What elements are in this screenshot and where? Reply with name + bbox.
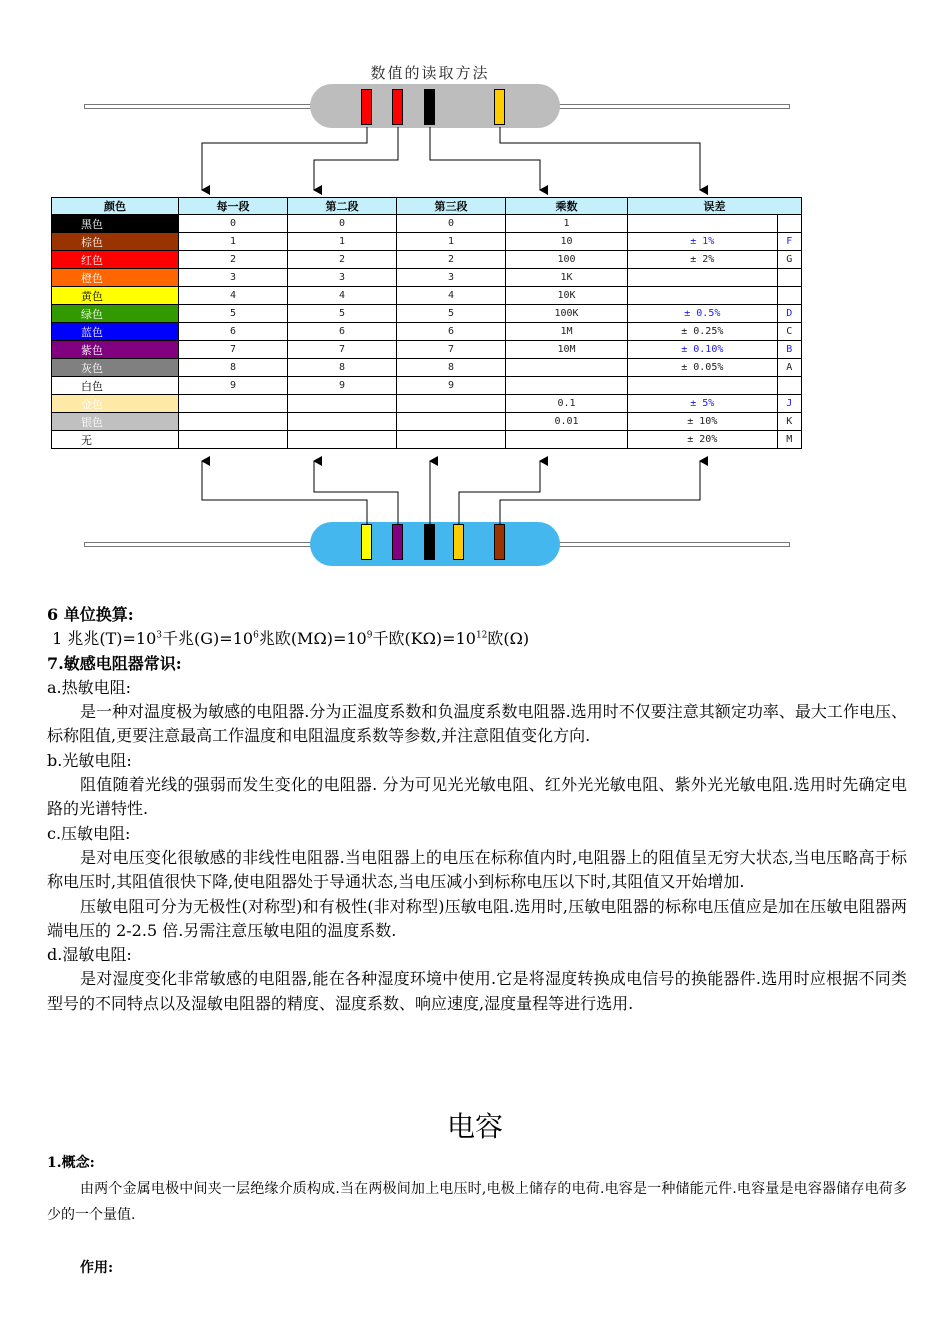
tolerance-cell: ± 10% <box>628 413 778 431</box>
header-multiplier: 乘数 <box>506 198 628 215</box>
tolerance-cell <box>628 269 778 287</box>
tolerance-cell: ± 1% <box>628 233 778 251</box>
tolerance-code-cell: J <box>777 395 801 413</box>
unit-part: 千欧(KΩ)=10 <box>372 629 476 649</box>
varistor-text-1: 是对电压变化很敏感的非线性电阻器.当电阻器上的电压在标称值内时,电阻器上的阻值呈无穷大状态,当电压略高于标称电压时,其阻值很快下降,使电阻器处于导通状态,当电压减小到标称电压以下时,其阻值又开始增加. <box>47 847 907 892</box>
first-band-cell <box>179 395 288 413</box>
first-band-cell: 6 <box>179 323 288 341</box>
multiplier-cell <box>506 431 628 449</box>
third-band-cell: 3 <box>397 269 506 287</box>
table-row <box>52 233 802 251</box>
tolerance-code-cell: G <box>777 251 801 269</box>
multiplier-cell: 1 <box>506 215 628 233</box>
capacitor-title: 电容 <box>446 1110 503 1143</box>
color-name-cell: 灰色 <box>52 359 179 377</box>
multiplier-cell <box>506 359 628 377</box>
first-band-cell: 8 <box>179 359 288 377</box>
multiplier-cell: 1M <box>506 323 628 341</box>
multiplier-cell: 10M <box>506 341 628 359</box>
first-band-cell <box>179 413 288 431</box>
tolerance-cell: ± 20% <box>628 431 778 449</box>
arrow-band2-bottom <box>314 461 398 524</box>
third-band-cell: 6 <box>397 323 506 341</box>
unit-part: 欧(Ω) <box>487 629 530 649</box>
unit-exp: 9 <box>366 630 373 641</box>
figure-title: 数值的读取方法 <box>370 64 490 82</box>
header-color: 颜色 <box>52 198 179 215</box>
color-name-cell: 白色 <box>52 377 179 395</box>
third-band-cell <box>397 395 506 413</box>
third-band-cell: 1 <box>397 233 506 251</box>
thermistor-title: a.热敏电阻: <box>47 677 132 697</box>
second-band-cell: 7 <box>288 341 397 359</box>
second-band-cell: 4 <box>288 287 397 305</box>
second-band-cell <box>288 395 397 413</box>
photoresistor-title: b.光敏电阻: <box>47 750 132 770</box>
tolerance-cell: ± 5% <box>628 395 778 413</box>
table-row <box>52 269 802 287</box>
varistor-text-2: 压敏电阻可分为无极性(对称型)和有极性(非对称型)压敏电阻.选用时,压敏电阻器的标称电压值应是加在压敏电阻器两端电压的 2-2.5 倍.另需注意压敏电阻的温度系数. <box>47 896 907 940</box>
table-row <box>52 287 802 305</box>
header-first-band: 每一段 <box>179 198 288 215</box>
third-band-cell: 4 <box>397 287 506 305</box>
tolerance-cell: ± 0.05% <box>628 359 778 377</box>
multiplier-cell: 0.1 <box>506 395 628 413</box>
concept-text: 由两个金属电极中间夹一层绝缘介质构成.当在两极间加上电压时,电极上储存的电荷.电容是一种储能元件.电容量是电容器储存电荷多少的一个量值. <box>47 1181 907 1223</box>
third-band-cell: 8 <box>397 359 506 377</box>
unit-heading: 6 单位换算: <box>47 605 134 624</box>
table-row <box>52 359 802 377</box>
thermistor-text: 是一种对温度极为敏感的电阻器.分为正温度系数和负温度系数电阻器.选用时不仅要注意其额定功率、最大工作电压、标称阻值,更要注意最高工作温度和电阻温度系数等参数,并注意阻值变化方向. <box>47 702 907 746</box>
arrow-band3-top <box>430 127 540 190</box>
table-row <box>52 377 802 395</box>
unit-exp: 3 <box>156 630 163 641</box>
arrow-band1-top <box>202 127 367 190</box>
tolerance-code-cell: D <box>777 305 801 323</box>
multiplier-cell: 0.01 <box>506 413 628 431</box>
role-heading: 作用: <box>80 1260 114 1276</box>
first-band-cell: 9 <box>179 377 288 395</box>
capacitor-section <box>47 1150 907 1281</box>
color-name-cell: 金色 <box>52 395 179 413</box>
unit-conversion-line <box>47 627 907 651</box>
tolerance-code-cell: F <box>777 233 801 251</box>
tolerance-cell: ± 0.25% <box>628 323 778 341</box>
color-name-cell: 黑色 <box>52 215 179 233</box>
tolerance-code-cell: M <box>777 431 801 449</box>
first-band-cell <box>179 431 288 449</box>
first-band-cell: 1 <box>179 233 288 251</box>
color-name-cell: 棕色 <box>52 233 179 251</box>
arrow-band4-top <box>500 127 700 190</box>
multiplier-cell: 10 <box>506 233 628 251</box>
header-third-band: 第三段 <box>397 198 506 215</box>
multiplier-cell: 1K <box>506 269 628 287</box>
tolerance-cell: ± 0.10% <box>628 341 778 359</box>
first-band-cell: 0 <box>179 215 288 233</box>
second-band-cell: 2 <box>288 251 397 269</box>
table-row <box>52 323 802 341</box>
third-band-cell: 7 <box>397 341 506 359</box>
tolerance-cell: ± 0.5% <box>628 305 778 323</box>
color-name-cell: 银色 <box>52 413 179 431</box>
unit-part: 1 兆兆(T)=10 <box>52 629 157 649</box>
first-band-cell: 3 <box>179 269 288 287</box>
tolerance-cell: ± 2% <box>628 251 778 269</box>
third-band-cell: 0 <box>397 215 506 233</box>
color-name-cell: 橙色 <box>52 269 179 287</box>
table-row <box>52 395 802 413</box>
header-second-band: 第二段 <box>288 198 397 215</box>
header-tolerance: 误差 <box>628 198 802 215</box>
tolerance-code-cell <box>777 287 801 305</box>
table-row <box>52 341 802 359</box>
photoresistor-text: 阻值随着光线的强弱而发生变化的电阻器. 分为可见光光敏电阻、红外光光敏电阻、紫外光光敏电阻.选用时先确定电路的光谱特性. <box>47 775 907 819</box>
second-band-cell: 5 <box>288 305 397 323</box>
humidity-resistor-title: d.湿敏电阻: <box>47 945 132 965</box>
arrow-band2-top <box>314 127 398 190</box>
tolerance-code-cell: A <box>777 359 801 377</box>
unit-part: 千兆(G)=10 <box>162 629 254 649</box>
tolerance-cell <box>628 215 778 233</box>
tolerance-cell <box>628 377 778 395</box>
first-band-cell: 5 <box>179 305 288 323</box>
third-band-cell: 9 <box>397 377 506 395</box>
color-name-cell: 蓝色 <box>52 323 179 341</box>
second-band-cell: 8 <box>288 359 397 377</box>
third-band-cell: 5 <box>397 305 506 323</box>
second-band-cell: 3 <box>288 269 397 287</box>
multiplier-cell: 10K <box>506 287 628 305</box>
tolerance-code-cell <box>777 269 801 287</box>
resistor-color-code-figure <box>0 0 950 590</box>
humidity-resistor-text: 是对湿度变化非常敏感的电阻器,能在各种湿度环境中使用.它是将湿度转换成电信号的换能器件.选用时应根据不同类型号的不同特点以及湿敏电阻器的精度、湿度系数、响应速度,湿度量程等进行选用. <box>47 969 907 1013</box>
unit-exp: 6 <box>253 630 259 641</box>
multiplier-cell: 100K <box>506 305 628 323</box>
second-band-cell <box>288 431 397 449</box>
second-band-cell: 0 <box>288 215 397 233</box>
third-band-cell <box>397 413 506 431</box>
tolerance-code-cell <box>777 215 801 233</box>
table-row <box>52 215 802 233</box>
color-name-cell: 无 <box>52 431 179 449</box>
concept-heading: 1.概念: <box>47 1155 95 1171</box>
second-band-cell <box>288 413 397 431</box>
tolerance-code-cell <box>777 377 801 395</box>
second-band-cell: 1 <box>288 233 397 251</box>
table-row <box>52 305 802 323</box>
unit-part: 兆欧(MΩ)=10 <box>258 629 367 649</box>
second-band-cell: 6 <box>288 323 397 341</box>
varistor-title: c.压敏电阻: <box>47 823 131 843</box>
second-band-cell: 9 <box>288 377 397 395</box>
third-band-cell: 2 <box>397 251 506 269</box>
tolerance-code-cell: B <box>777 341 801 359</box>
tolerance-code-cell: K <box>777 413 801 431</box>
color-name-cell: 红色 <box>52 251 179 269</box>
first-band-cell: 2 <box>179 251 288 269</box>
color-name-cell: 绿色 <box>52 305 179 323</box>
first-band-cell: 7 <box>179 341 288 359</box>
multiplier-cell: 100 <box>506 251 628 269</box>
third-band-cell <box>397 431 506 449</box>
color-code-table <box>51 197 802 449</box>
color-name-cell: 紫色 <box>52 341 179 359</box>
table-row <box>52 431 802 449</box>
table-row <box>52 251 802 269</box>
table-header-row <box>52 198 802 215</box>
unit-section <box>47 603 907 1016</box>
color-name-cell: 黄色 <box>52 287 179 305</box>
tolerance-cell <box>628 287 778 305</box>
multiplier-cell <box>506 377 628 395</box>
tolerance-code-cell: C <box>777 323 801 341</box>
sensitive-resistor-heading: 7.敏感电阻器常识: <box>47 653 182 673</box>
unit-exp: 12 <box>475 630 488 641</box>
table-row <box>52 413 802 431</box>
first-band-cell: 4 <box>179 287 288 305</box>
